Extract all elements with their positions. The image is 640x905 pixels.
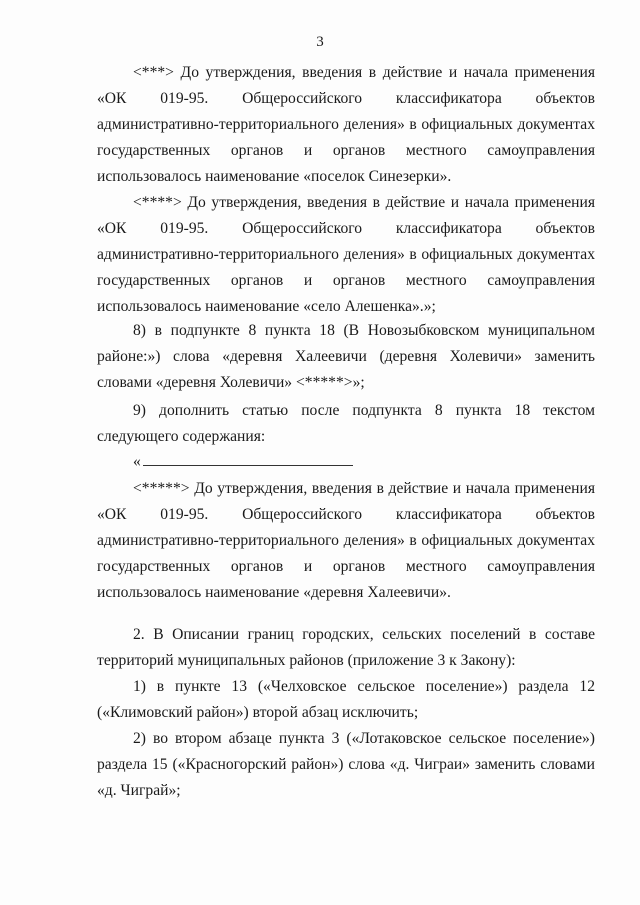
item-9-paragraph: 9) дополнить статью после подпункта 8 пункта 18 текстом следующего содержания: [97, 402, 595, 445]
quoted-insert-line [133, 449, 353, 475]
footnote-3-paragraph: <***> До утверждения, введения в действие и начала применения «ОК 019-95. Общероссийского классификатора объектов административно-территориального деления» в официальных документах государственных органов и органов местного самоуправления использовалось наименование «поселок Синезерки». [97, 64, 595, 185]
subitem-2-paragraph: 2) во втором абзаце пункта 3 («Лотаковское сельское поселение») раздела 15 («Красногорский район») слова «д. Чиграи» заменить словами «д. Чиграй»; [97, 730, 595, 799]
subitem-1-paragraph: 1) в пункте 13 («Челховское сельское поселение») раздела 12 («Климовский район») второй абзац исключить; [97, 678, 595, 721]
footnote-separator-line [143, 451, 353, 466]
section-2-paragraph: 2. В Описании границ городских, сельских поселений в составе территорий муниципальных районов (приложение 3 к Закону): [97, 626, 595, 669]
footnote-4-paragraph: <****> До утверждения, введения в действие и начала применения «ОК 019-95. Общероссийского классификатора объектов административно-территориального деления» в официальных документах государственных органов и органов местного самоуправления использовалось наименование «село Алешенка».»; [97, 194, 595, 315]
opening-quote: « [133, 453, 141, 470]
page-number: 3 [316, 34, 324, 50]
footnote-5-paragraph: <*****> До утверждения, введения в действие и начала применения «ОК 019-95. Общероссийского классификатора объектов административно-территориального деления» в официальных документах государственных органов и органов местного самоуправления использовалось наименование «деревня Халеевичи». [97, 480, 595, 601]
item-8-paragraph: 8) в подпункте 8 пункта 18 (В Новозыбковском муниципальном районе:») слова «деревня Халеевичи (деревня Холевичи» заменить словами «деревня Холевичи» <*****>»; [97, 322, 595, 391]
